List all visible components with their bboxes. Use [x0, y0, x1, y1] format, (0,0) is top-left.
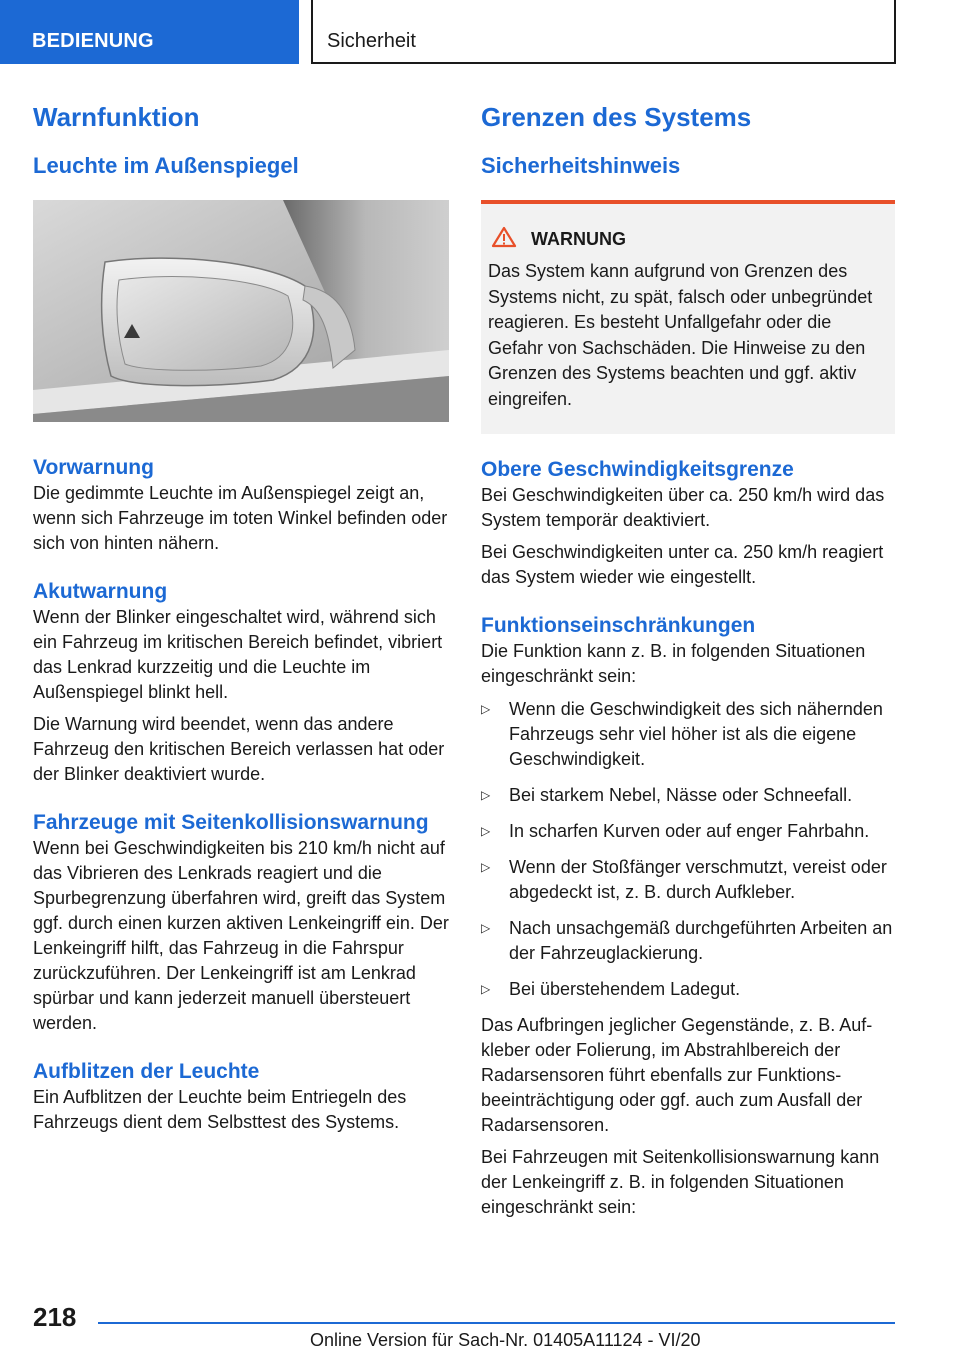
list-item: ▷ Bei überstehendem Ladegut. — [481, 977, 895, 1002]
bullet-triangle-icon: ▷ — [481, 702, 491, 716]
text-vorwarnung: Die gedimmte Leuchte im Außenspiegel zeigt an, wenn sich Fahrzeuge im toten Winkel befinden oder sich von hinten nähern. — [33, 483, 448, 553]
text-seitenkollision: Wenn bei Geschwindigkeiten bis 210 km/h nicht auf das Vibrieren des Lenkrads reagiert und die Spurbegrenzung überfahren wird, greift das System ggf. durch einen kurzen aktiven Lenkeingriff ein. Der Lenkeingriff hilft, das Fahrzeug in die Fahrspur zurückzuführen. Der Lenkeingriff ist am Lenkrad spürbar und kann jederzeit manuell übersteuert werden. — [33, 838, 449, 1033]
page-number: 218 — [33, 1302, 77, 1332]
heading-vorwarnung: Vorwarnung — [33, 456, 154, 479]
list-item: ▷ In scharfen Kurven oder auf enger Fahrbahn. — [481, 819, 895, 844]
list-item: ▷ Wenn der Stoßfänger verschmutzt, vereist oder abgedeckt ist, z. B. durch Aufkleber. — [481, 855, 895, 905]
page-title-grenzen: Grenzen des Systems — [481, 102, 752, 132]
bullet-triangle-icon: ▷ — [481, 824, 491, 838]
bullet-triangle-icon: ▷ — [481, 982, 491, 996]
heading-seitenkollision: Fahrzeuge mit Seitenkollisionswarnung — [33, 811, 429, 834]
bullet-triangle-icon: ▷ — [481, 860, 491, 874]
warning-triangle-icon — [491, 226, 517, 253]
text-akutwarnung-2: Die Warnung wird beendet, wenn das andere Fahrzeug den kritischen Bereich verlassen hat oder der Blinker deaktiviert wurde. — [33, 714, 445, 784]
heading-obere-grenze: Obere Geschwindigkeitsgrenze — [481, 458, 794, 481]
limitations-list — [481, 697, 895, 1002]
mirror-illustration — [33, 200, 449, 422]
chapter-tab — [311, 0, 896, 64]
text-einschraenkungen-3: Bei Fahrzeugen mit Seitenkollisionswarnung kann der Lenkeingriff z. B. in folgenden Situationen eingeschränkt sein: — [481, 1147, 880, 1217]
right-column — [481, 100, 895, 1220]
list-item: ▷ Nach unsachgemäß durchgeführten Arbeiten an der Fahrzeuglackierung. — [481, 916, 895, 966]
heading-funktionseinschraenkungen: Funktionseinschränkungen — [481, 614, 756, 637]
warning-header — [488, 226, 881, 253]
list-item: ▷ Bei starkem Nebel, Nässe oder Schneefall. — [481, 783, 895, 808]
warning-box — [481, 200, 895, 434]
footer-version-text: Online Version für Sach-Nr. 01405A11124 - VI/20 — [310, 1330, 701, 1350]
subtitle-leuchte: Leuchte im Außenspiegel — [33, 153, 299, 178]
warning-title: WARNUNG — [531, 229, 626, 249]
heading-aufblitzen: Aufblitzen der Leuchte — [33, 1060, 260, 1083]
left-column — [33, 100, 449, 1135]
list-item: ▷ Wenn die Geschwindigkeit des sich nähernden Fahrzeugs sehr viel höher ist als die eigene Geschwindigkeit. — [481, 697, 895, 772]
warning-text: Das System kann aufgrund von Grenzen des Systems nicht, zu spät, falsch oder unbegründet reagieren. Es besteht Unfallgefahr oder die Gefahr von Sachschäden. Die Hinweise zu den Grenzen des Systems beachten und ggf. aktiv eingreifen. — [488, 261, 873, 409]
text-aufblitzen: Ein Aufblitzen der Leuchte beim Entriegeln des Fahrzeugs dient dem Selbsttest des Systems. — [33, 1087, 407, 1132]
text-obere-1: Bei Geschwindigkeiten über ca. 250 km/h wird das System temporär deaktiviert. — [481, 485, 885, 530]
subtitle-sicherheitshinweis: Sicherheitshinweis — [481, 153, 681, 178]
bullet-triangle-icon: ▷ — [481, 921, 491, 935]
footer-divider — [98, 1322, 895, 1324]
text-obere-2: Bei Geschwindigkeiten unter ca. 250 km/h reagiert das System wieder wie eingestellt. — [481, 542, 884, 587]
chapter-label: Sicherheit — [327, 30, 416, 52]
text-einschraenkungen-intro: Die Funktion kann z. B. in folgenden Situationen eingeschränkt sein: — [481, 641, 866, 686]
text-akutwarnung-1: Wenn der Blinker eingeschaltet wird, während sich ein Fahrzeug im kritischen Bereich befindet, vibriert das Lenkrad kurzzeitig und die Leuchte im Außenspiegel blinkt hell. — [33, 607, 443, 702]
bullet-triangle-icon: ▷ — [481, 788, 491, 802]
heading-akutwarnung: Akutwarnung — [33, 580, 168, 603]
section-label: BEDIENUNG — [32, 30, 154, 52]
page-title-warnfunktion: Warnfunktion — [33, 102, 200, 132]
text-einschraenkungen-2: Das Aufbringen jeglicher Gegenstände, z. B. Aufkleber oder Folierung, im Abstrahlbereich der Radarsensoren führt ebenfalls zur Funktionsbeeinträchtigung oder ggf. auch zum Ausfall der Radarsensoren. — [481, 1015, 873, 1135]
section-tab — [0, 0, 299, 64]
